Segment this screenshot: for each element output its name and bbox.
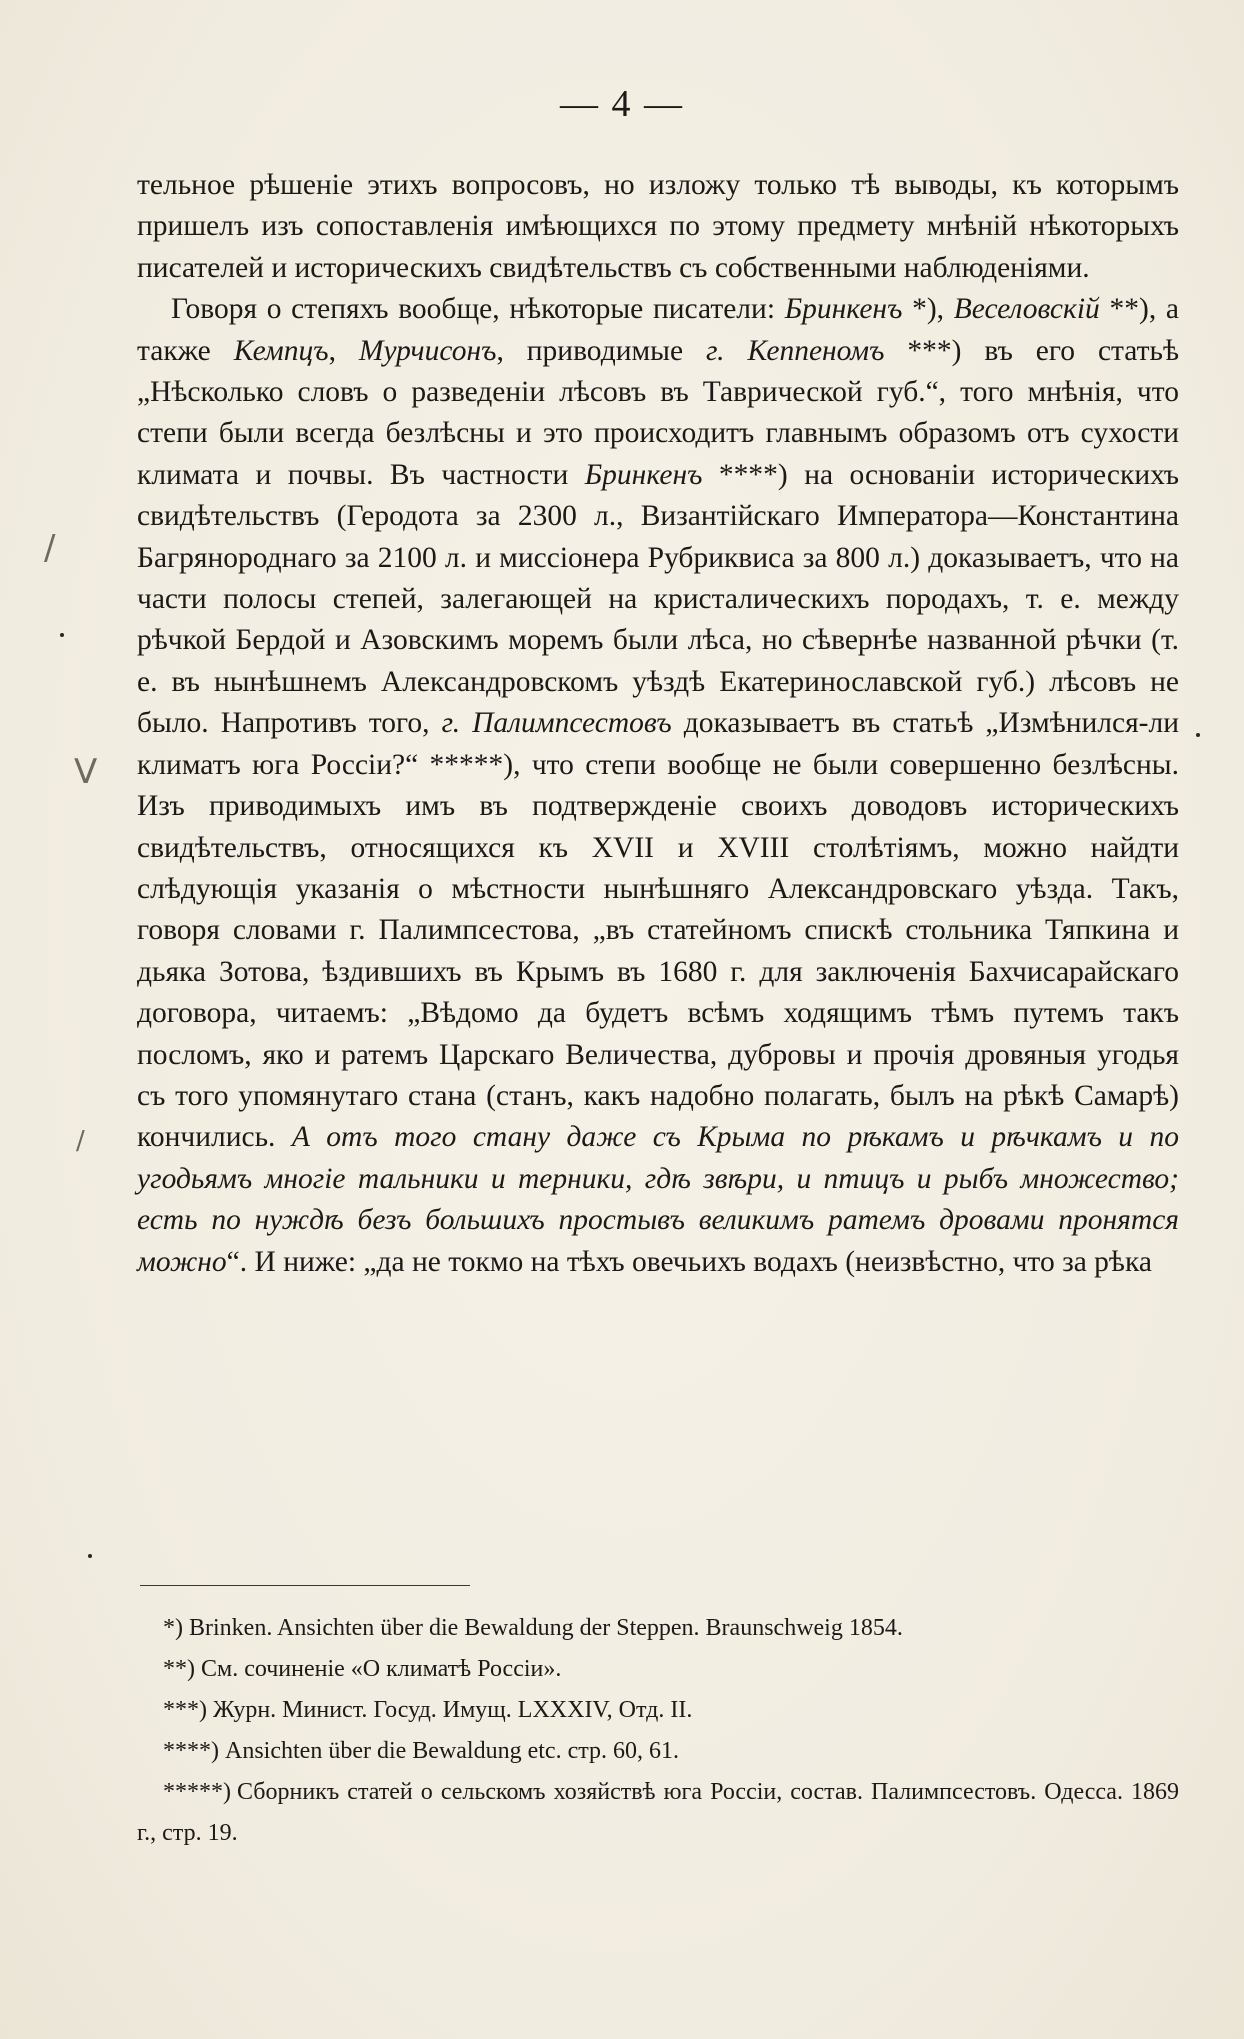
footnote-text: Ansichten über die Bewaldung etc. стр. 60, 61. — [225, 1738, 679, 1764]
italic-run: А отъ того стану даже съ Крыма по рѣкамъ и рѣчкамъ и по угодьямъ многіе тальники и терники, гдѣ звѣри, и птицъ и рыбъ множество; есть по нуждѣ безъ большихъ простывъ великимъ ратемъ дровами пронятся можно — [137, 1121, 1179, 1278]
italic-run: Веселовскій — [953, 293, 1100, 326]
footnote-mark: ****) — [163, 1738, 219, 1764]
footnote-text: См. сочиненіе «О климатѣ Россіи». — [201, 1656, 562, 1682]
footnotes — [137, 1608, 1179, 1854]
text-run: “. И ниже: „да не токмо на тѣхъ овечьихъ водахъ (неизвѣстно, что за рѣка — [226, 1245, 1152, 1278]
text-run: доказываетъ въ статьѣ „Измѣнился-ли климатъ юга Россіи?“ *****), что степи вообще не были совершенно безлѣсны. Изъ приводимыхъ имъ въ подтвержденіе своихъ доводовъ историческихъ свидѣтельствъ, относящихся къ XVII и XVIII столѣтіямъ, можно найдти слѣдующія указанія о мѣстности нынѣшняго Александровскаго уѣзда. Такъ, говоря словами г. Палимпсестова, „въ статейномъ спискѣ стольника Тяпкина и дьяка Зотова, ѣздившихъ въ Крымъ въ 1680 г. для заключенія Бахчисарайскаго договора, читаемъ: „Вѣдомо да будетъ всѣмъ ходящимъ тѣмъ путемъ такъ посломъ, яко и ратемъ Царскаго Величества, дубровы и прочія дровяныя угодья съ того упомянутаго стана (станъ, какъ надобно полагать, былъ на рѣкѣ Самарѣ) кончились. — [137, 707, 1180, 1154]
margin-pencil-mark: / — [44, 528, 56, 568]
text-run: , — [328, 334, 359, 367]
footnote-mark: *****) — [163, 1779, 231, 1805]
footnote — [137, 1649, 1179, 1690]
italic-run: Мурчисонъ — [358, 334, 497, 367]
paragraph — [137, 289, 1179, 1283]
footnote-text: Журн. Минист. Госуд. Имущ. LXXXIV, Отд. II. — [213, 1697, 693, 1723]
footnote — [137, 1772, 1179, 1854]
italic-run: Бринкенъ — [584, 458, 703, 491]
page-number: — 4 — — [560, 83, 684, 125]
footnote — [137, 1608, 1179, 1649]
footnote-mark: ***) — [163, 1697, 207, 1723]
footnote-mark: *) — [163, 1615, 183, 1641]
ink-speck — [1196, 733, 1200, 737]
footnote — [137, 1690, 1179, 1731]
footnote-text: Brinken. Ansichten über die Bewaldung der Steppen. Braunschweig 1854. — [189, 1615, 903, 1641]
margin-pencil-mark: / — [76, 1126, 85, 1156]
margin-pencil-mark: V — [74, 752, 98, 792]
text-run: ****) на основаніи историческихъ свидѣтельствъ (Геродота за 2300 л., Византійскаго Императора—Константина Багрянороднаго за 2100 л. и миссіонера Рубриквиса за 800 л.) доказываетъ, что на части полосы степей, залегающей на кристалическихъ породахъ, т. е. между рѣчкой Бердой и Азовскимъ моремъ были лѣса, но сѣвернѣе названной рѣчки (т. е. въ нынѣшнемъ Александровскомъ уѣздѣ Екатеринославской губ.) лѣсовъ не было. Напротивъ того, — [137, 458, 1179, 740]
text-run: ***) въ его статьѣ „Нѣсколько словъ о разведеніи лѣсовъ въ Таврической губ.“, того мнѣнія, что степи были всегда безлѣсны и это происходитъ главнымъ образомъ отъ сухости климата и почвы. Въ частности — [137, 334, 1179, 491]
italic-run: г. Палимпсестовъ — [441, 707, 672, 740]
footnote — [137, 1731, 1179, 1772]
ink-speck — [60, 633, 64, 637]
main-text — [137, 165, 1179, 1283]
italic-run: Бринкенъ — [784, 293, 903, 326]
text-run: **), а также — [137, 293, 1179, 367]
paragraph — [137, 165, 1179, 289]
text-run: тельное рѣшеніе этихъ вопросовъ, но изложу только тѣ выводы, къ которымъ пришелъ изъ сопоставленія имѣющихся по этому предмету мнѣній нѣкоторыхъ писателей и историческихъ свидѣтельствъ съ собственными наблюденіями. — [137, 169, 1179, 284]
footnote-text: Сборникъ статей о сельскомъ хозяйствѣ юга Россіи, состав. Палимпсестовъ. Одесса. 1869 г., стр. 19. — [137, 1779, 1179, 1846]
italic-run: Кемпцъ — [233, 334, 329, 367]
text-run: Говоря о степяхъ вообще, нѣкоторые писатели: — [171, 293, 785, 326]
text-run: *), — [902, 293, 954, 326]
italic-run: г. Кеппеномъ — [706, 334, 885, 367]
footnote-separator — [140, 1585, 470, 1586]
text-run: , приводимые — [496, 334, 707, 367]
footnote-mark: **) — [163, 1656, 195, 1682]
ink-speck — [88, 1554, 92, 1558]
